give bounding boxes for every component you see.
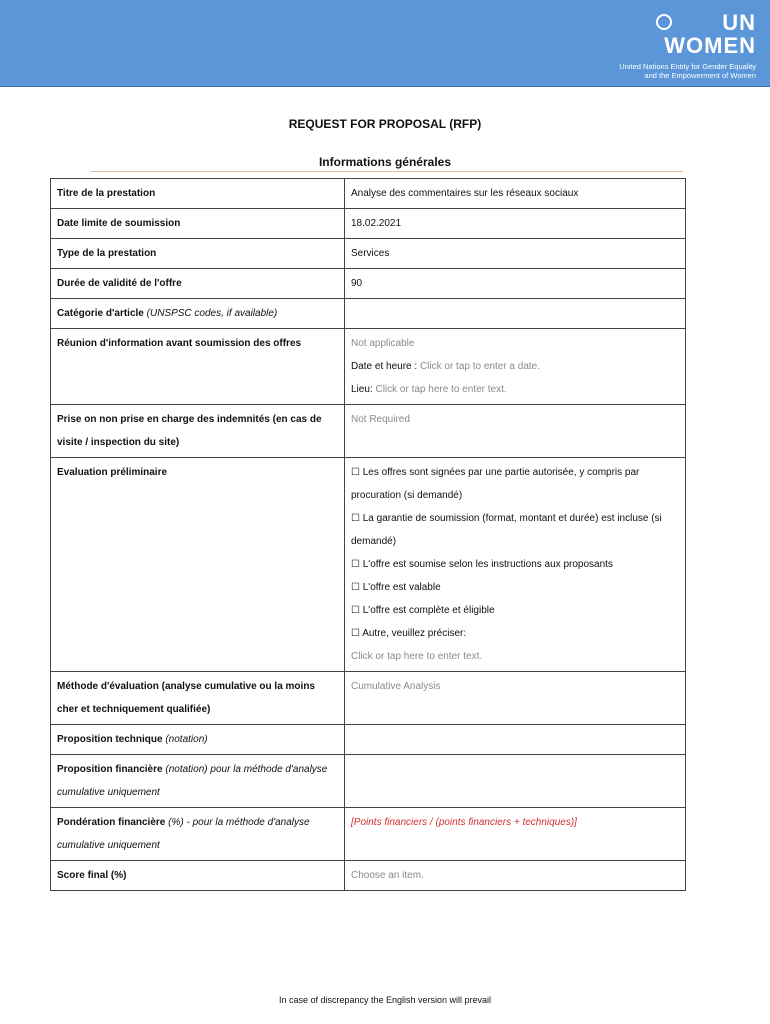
section-divider (90, 171, 683, 172)
meeting-date-label: Date et heure : (351, 361, 418, 372)
logo-women-text: WOMEN (664, 33, 756, 58)
logo-un-text: UN (722, 10, 756, 35)
checkbox-item[interactable]: ☐ Autre, veuillez préciser: (351, 628, 467, 639)
table-row (51, 179, 686, 209)
row-value[interactable] (345, 755, 686, 808)
row-value (345, 458, 686, 672)
row-value[interactable]: 18.02.2021 (345, 209, 686, 239)
checkbox-item[interactable]: ☐ L'offre est soumise selon les instructions aux proposants (351, 559, 613, 570)
page-header (0, 0, 770, 87)
table-row (51, 405, 686, 458)
table-row (51, 458, 686, 672)
footer-note: In case of discrepancy the English version will prevail (278, 995, 492, 1005)
table-row (51, 209, 686, 239)
checkbox-item[interactable]: ☐ L'offre est valable (351, 582, 441, 593)
logo-tagline (586, 62, 756, 80)
row-label: Réunion d'information avant soumission des offres (51, 329, 345, 405)
row-label: Durée de validité de l'offre (51, 269, 345, 299)
row-value[interactable] (345, 299, 686, 329)
row-label: Prise on non prise en charge des indemnités (en cas de visite / inspection du site) (51, 405, 345, 458)
row-label: Score final (%) (51, 861, 345, 891)
dropdown-field[interactable]: Choose an item. (345, 861, 686, 891)
row-label-note: (%) - pour la méthode d'analyse cumulative uniquement (57, 817, 310, 851)
row-label: Type de la prestation (51, 239, 345, 269)
checkbox-item[interactable]: ☐ La garantie de soumission (format, montant et durée) est incluse (si demandé) (351, 513, 662, 547)
table-row (51, 725, 686, 755)
row-label: Date limite de soumission (51, 209, 345, 239)
table-row (51, 299, 686, 329)
table-row (51, 269, 686, 299)
date-picker-field[interactable]: Click or tap to enter a date. (419, 361, 541, 372)
document-title: REQUEST FOR PROPOSAL (RFP) (288, 117, 482, 131)
row-label (51, 725, 345, 755)
location-text-field[interactable]: Click or tap here to enter text. (375, 384, 507, 395)
table-row (51, 672, 686, 725)
row-label (51, 808, 345, 861)
row-label-note: (notation) pour la méthode d'analyse cumulative uniquement (57, 764, 328, 798)
meeting-value[interactable]: Not applicable (351, 338, 415, 349)
meeting-location-line (351, 378, 679, 401)
table-row (51, 239, 686, 269)
row-label: Méthode d'évaluation (analyse cumulative ou la moins cher et techniquement qualifiée) (51, 672, 345, 725)
row-label-text: Proposition financière (57, 764, 163, 775)
row-value[interactable] (345, 725, 686, 755)
other-text-field[interactable]: Click or tap here to enter text. (351, 651, 483, 662)
table-row (51, 808, 686, 861)
table-row (51, 755, 686, 808)
logo-tagline-line-2: and the Empowerment of Women (644, 71, 756, 80)
row-label-text: Pondération financière (57, 817, 166, 828)
row-label-note: (notation) (165, 734, 208, 745)
table-row (51, 329, 686, 405)
row-label (51, 755, 345, 808)
row-value[interactable]: 90 (345, 269, 686, 299)
row-label-text: Proposition technique (57, 734, 163, 745)
row-label (51, 299, 345, 329)
row-value[interactable]: Analyse des commentaires sur les réseaux sociaux (345, 179, 686, 209)
row-value[interactable]: Cumulative Analysis (345, 672, 686, 725)
row-label-note: (UNSPSC codes, if available) (146, 308, 278, 319)
row-value[interactable]: Services (345, 239, 686, 269)
checkbox-item[interactable]: ☐ Les offres sont signées par une partie autorisée, y compris par procuration (si demandé) (351, 467, 640, 501)
table-row (51, 861, 686, 891)
row-label: Evaluation préliminaire (51, 458, 345, 672)
row-value[interactable]: [Points financiers / (points financiers + techniques)] (345, 808, 686, 861)
checkbox-item[interactable]: ☐ L'offre est complète et éligible (351, 605, 495, 616)
meeting-location-label: Lieu: (351, 384, 373, 395)
logo-tagline-line-1: United Nations Entity for Gender Equality (619, 62, 756, 71)
general-info-table (50, 178, 686, 891)
section-title: Informations générales (318, 155, 452, 169)
row-value (345, 329, 686, 405)
row-label-text: Catégorie d'article (57, 308, 144, 319)
un-women-logo (596, 12, 756, 84)
row-value[interactable]: Not Required (345, 405, 686, 458)
row-label: Titre de la prestation (51, 179, 345, 209)
meeting-date-line (351, 355, 679, 378)
